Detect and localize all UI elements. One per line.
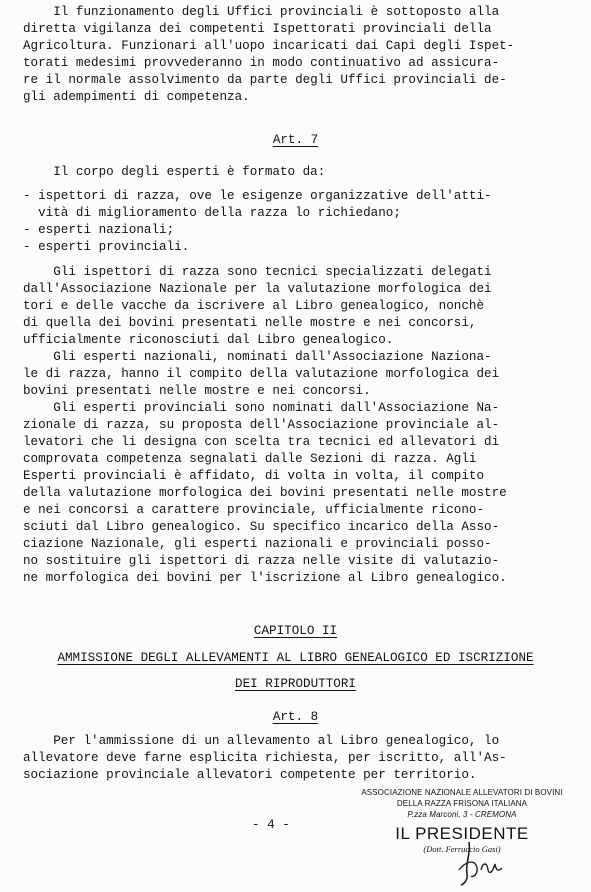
- president-name: (Dott. Ferruccio Gasi): [423, 844, 501, 854]
- text-line: ciazione Nazionale, gli esperti nazionali e provinciali posso-: [23, 537, 492, 551]
- text-line: Gli esperti nazionali, nominati dall'Associazione Naziona-: [23, 350, 492, 364]
- stamp-line: P.zza Marconi, 3 - CREMONA: [407, 810, 517, 819]
- text-line: sociazione provinciale allevatori competente per territorio.: [23, 768, 477, 782]
- text-line: della valutazione morfologica dei bovini presentati nelle mostre: [23, 486, 507, 500]
- text-line: Gli ispettori di razza sono tecnici specializzati delegati: [23, 265, 492, 279]
- text-line: bovini presentati nelle mostre e nei concorsi.: [23, 384, 371, 398]
- text-line: dall'Associazione Nazionale per la valutazione morfologica dei: [23, 282, 492, 296]
- list-item: - ispettori di razza, ove le esigenze organizzative dell'atti-: [23, 189, 492, 203]
- signature: [455, 840, 505, 886]
- text-line: allevatore deve farne esplicita richiesta, per iscritto, all'As-: [23, 751, 507, 765]
- text-line: Gli esperti provinciali sono nominati dall'Associazione Na-: [23, 401, 500, 415]
- article-7-heading: Art. 7: [272, 133, 319, 147]
- text-line: Per l'ammissione di un allevamento al Libro genealogico, lo: [23, 734, 500, 748]
- chapter-title-line-2: DEI RIPRODUTTORI: [235, 677, 356, 691]
- text-line: di quella dei bovini presentati nelle mostre e nei concorsi,: [23, 316, 477, 330]
- text-line: Il corpo degli esperti è formato da:: [23, 165, 326, 179]
- text-line: comprovata competenza segnalati dalle Sezioni di razza. Agli: [23, 452, 477, 466]
- list-item: - esperti provinciali.: [23, 240, 190, 254]
- chapter-title-line-1: AMMISSIONE DEGLI ALLEVAMENTI AL LIBRO GENEALOGICO ED ISCRIZIONE: [57, 651, 534, 665]
- text-line: diretta vigilanza dei competenti Ispettorati provinciali della: [23, 22, 492, 36]
- stamp-line: DELLA RAZZA FRISONA ITALIANA: [396, 799, 528, 808]
- list-item: - esperti nazionali;: [23, 223, 175, 237]
- text-line: gli adempimenti di competenza.: [23, 90, 250, 104]
- chapter-heading: CAPITOLO II: [253, 624, 338, 638]
- text-line: Il funzionamento degli Uffici provinciali è sottoposto alla: [23, 5, 500, 19]
- text-line: ufficialmente riconosciuti dal Libro genealogico.: [23, 333, 394, 347]
- text-line: torati medesimi provvederanno in modo continuativo ad assicura-: [23, 56, 500, 70]
- text-line: levatori che li designa con scelta tra tecnici ed allevatori di: [23, 435, 500, 449]
- text-line: re il normale assolvimento da parte degli Uffici provinciali de-: [23, 73, 507, 87]
- list-item-continuation: vità di miglioramento della razza lo richiedano;: [23, 206, 401, 220]
- text-line: ne morfologica dei bovini per l'iscrizione al Libro genealogico.: [23, 571, 507, 585]
- stamp-line: ASSOCIAZIONE NAZIONALE ALLEVATORI DI BOVINI: [361, 788, 563, 797]
- text-line: Agricoltura. Funzionari all'uopo incaricati dai Capi degli Ispet-: [23, 39, 515, 53]
- text-line: e nei concorsi a carattere provinciale, ufficialmente ricono-: [23, 503, 485, 517]
- president-title: IL PRESIDENTE: [395, 824, 529, 843]
- text-line: le di razza, hanno il compito della valutazione morfologica dei: [23, 367, 500, 381]
- article-8-heading: Art. 8: [272, 710, 319, 724]
- text-line: no sostituire gli ispettori di razza nelle visite di valutazio-: [23, 554, 500, 568]
- text-line: tori e delle vacche da iscrivere al Libro genealogico, nonchè: [23, 299, 485, 313]
- text-line: Esperti provinciali è affidato, di volta in volta, il compito: [23, 469, 485, 483]
- text-line: zionale di razza, su proposta dell'Associazione provinciale al-: [23, 418, 500, 432]
- text-line: sciuti dal Libro genealogico. Su specifico incarico della Asso-: [23, 520, 500, 534]
- page-number: - 4 -: [252, 818, 290, 832]
